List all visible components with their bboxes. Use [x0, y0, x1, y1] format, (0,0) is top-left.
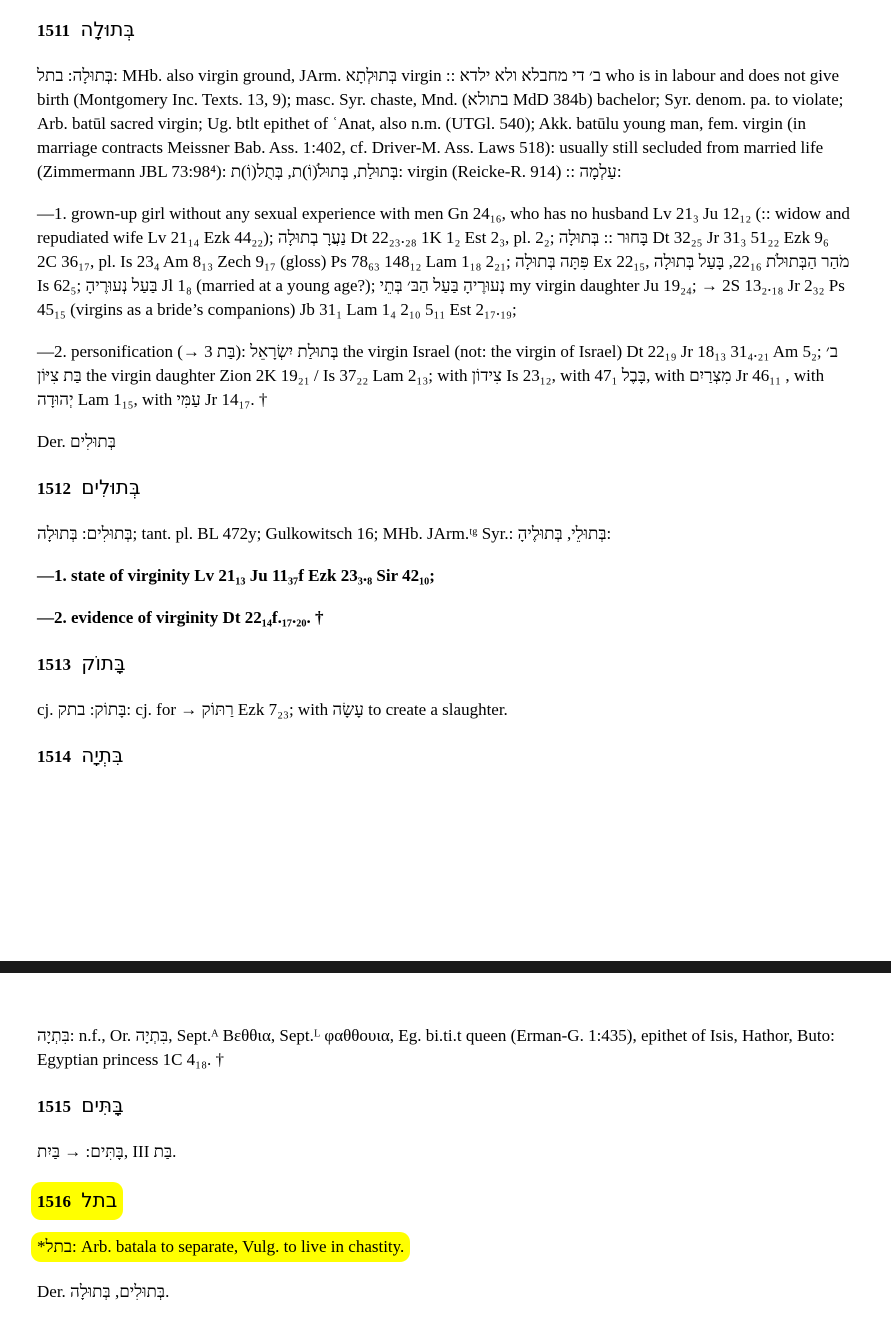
- entry-headword: בְּתוּלִים: [81, 475, 141, 499]
- entry-header-1516: [31, 1182, 851, 1212]
- entry-header-1511: [37, 14, 851, 44]
- entry-header-1514: [37, 740, 851, 770]
- entry-headword: בִּתְיָה: [81, 743, 124, 767]
- dictionary-page-lower: [37, 1024, 851, 1322]
- entry-sense-1: —1. state of virginity Lv 21₁₃ Ju 11₃₇f Ezk 23₃.₈ Sir 42₁₀;: [37, 566, 435, 585]
- highlighted-entry-header: [31, 1182, 123, 1220]
- entry-number: 1514: [37, 747, 71, 766]
- highlighted-etymology: *בתל: Arb. batala to separate, Vulg. to live in chastity.: [31, 1232, 410, 1262]
- entry-etymology-1516-wrap: [31, 1232, 851, 1262]
- entry-header-1513: [37, 648, 851, 678]
- entry-number: 1516: [37, 1192, 71, 1211]
- entry-number: 1512: [37, 479, 71, 498]
- dictionary-page-upper: [37, 14, 851, 790]
- entry-etymology-1512: בְּתוּלִים: בְּתוּלָה; tant. pl. BL 472y; Gulkowitsch 16; MHb. JArm.ᵗᵍ Syr.: בְּתוּלֵי, בְּתוּלֶיהָ:: [37, 524, 612, 543]
- entry-headword: בָּתוֹק: [81, 651, 126, 675]
- entry-headword: בְּתוּלָה: [80, 17, 135, 41]
- entry-etymology-1514: בִּתְיָה: n.f., Or. בִּתְיָה, Sept.ᴬ Βεθθια, Sept.ᴸ φαθθουια, Eg. bi.ti.t queen (Erman-G. 1:435), epithet of Isis, Hathor, Buto: Egyptian princess 1C 4₁₈. †: [37, 1026, 835, 1069]
- entry-sense-2: —2. evidence of virginity Dt 22₁₄f.₁₇.₂₀. †: [37, 608, 324, 627]
- entry-number: 1515: [37, 1097, 71, 1116]
- entry-headword: בָּתִּים: [81, 1093, 124, 1117]
- entry-headword: בתל: [81, 1188, 118, 1212]
- entry-etymology-1513: cj. בָּתוֹק: בתק: cj. for → רַתּוֹק Ezk 7₂₃; with עָשָׂה to create a slaughter.: [37, 700, 508, 719]
- entry-derivatives-1511: Der. בְּתוּלִים: [37, 432, 116, 451]
- entry-header-1515: [37, 1090, 851, 1120]
- entry-header-1512: [37, 472, 851, 502]
- entry-number: 1513: [37, 655, 71, 674]
- entry-derivatives-1516: Der. בְּתוּלִים, בְּתוּלָה.: [37, 1282, 170, 1301]
- entry-number: 1511: [37, 21, 71, 40]
- entry-sense-2: —2. personification (→ בַּת 3): בְּתוּלַת יִשְׂרָאֵל the virgin Israel (not: the virgin of Israel) Dt 22₁₉ Jr 18₁₃ 31₄.₂₁ Am 5₂; ב׳ בַּת צִיּוֹן the virgin daughter Zion 2K 19₂₁ / Is 37₂₂ Lam 2₁₃; with צִידוֹן Is 23₁₂, with בָּבֶל 47₁, with מִצְרַיִם Jr 46₁₁ , with יְהוּדָה Lam 1₁₅, with עַמִּי Jr 14₁₇. †: [37, 342, 839, 409]
- entry-etymology-1515: בָּתִּים: → בַּיִת, III בַּת.: [37, 1142, 177, 1161]
- page-divider: [0, 961, 891, 973]
- entry-sense-1: —1. grown-up girl without any sexual experience with men Gn 24₁₆, who has no husband Lv 21₃ Ju 12₁₂ (:: widow and repudiated wife Lv 21₁₄ Ezk 44₂₂); נַעֲרָ בְתוּלָה Dt 22₂₃.₂₈ 1K 1₂ Est 2₃, pl. 2₂; בָּחוּר :: בְּתוּלָה Dt 32₂₅ Jr 31₃ 51₂₂ Ezk 9₆ 2C 36₁₇, pl. Is 23₄ Am 8₁₃ Zech 9₁₇ (gloss) Ps 78₆₃ 148₁₂ Lam 1₁₈ 2₂₁; פִּתָּה בְּתוּלָה Ex 22₁₅, מֹהַר הַבְּתוּלֹת 22₁₆, בָּעַל בְּתוּלָה Is 62₅; בַּעַל נְעוּרֶיהָ Jl 1₈ (married at a young age?); נְעוּרֶיהָ בַּעַל הַבּ׳ בְּתֵי my virgin daughter Ju 19₂₄; → 2S 13₂.₁₈ Jr 2₃₂ Ps 45₁₅ (virgins as a bride’s companions) Jb 31₁ Lam 1₄ 2₁₀ 5₁₁ Est 2₁₇.₁₉;: [37, 204, 850, 319]
- entry-etymology-1511: בְּתוּלָה: בתל: MHb. also virgin ground, JArm. בְּתוּלְתָא virgin :: ב׳ די מחבלא ולא ילדא who is in labour and does not give birth (Montgomery Inc. Texts. 13, 9); masc. Syr. chaste, Mnd. (בתולא MdD 384b) bachelor; Syr. denom. pa. to violate; Arb. batūl sacred virgin; Ug. btlt epithet of ʿAnat, also n.m. (UTGl. 540); Akk. batūlu young man, fem. virgin (in marriage contracts Meissner Bab. Ass. 1:402, cf. Driver-M. Ass. Laws 518): usually still secluded from married life (Zimmermann JBL 73:98⁴): בְּתוּלַת, בְּתוּלֹ(וֹ)ת, בְּתֻל(וֹ)ת: virgin (Reicke-R. 914) :: עַלְמָה:: [37, 66, 844, 181]
